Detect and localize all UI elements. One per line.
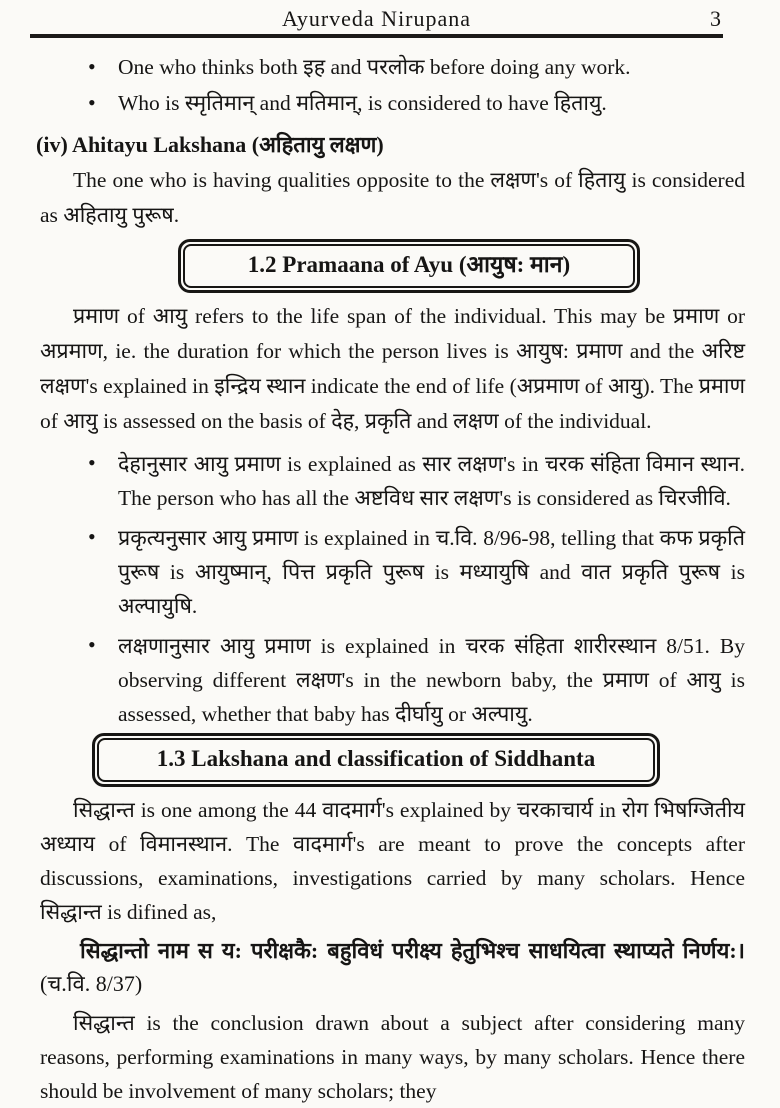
section-heading-1-2-title: 1.2 Pramaana of Ayu (आयुष: मान) bbox=[183, 244, 635, 288]
hitayu-bullet-list bbox=[40, 50, 745, 121]
paragraph-ahitayu: The one who is having qualities opposite to the लक्षण's of हितायु is considered as अहितायु पुरूष. bbox=[40, 168, 745, 227]
shloka-definition bbox=[40, 934, 745, 1000]
paragraph-siddhanta-intro: सिद्धान्त is one among the 44 वादमार्ग's explained by चरकाचार्य in रोग भिषग्जितीय अध्याय of विमानस्थान. The वादमार्ग's are meant to prove the concepts after discussions, examinations, investigations carried by many scholars. Hence सिद्धान्त is difined as, bbox=[40, 798, 745, 924]
page-header-title: Ayurveda Nirupana bbox=[281, 6, 472, 31]
bullet-icon: • bbox=[88, 450, 96, 475]
list-item bbox=[40, 521, 745, 623]
section-heading-box-1-2 bbox=[178, 239, 640, 293]
paragraph-siddhanta-conclusion: सिद्धान्त is the conclusion drawn about a subject after considering many reasons, performing examinations in many ways, by many scholars. Hence there should be involvement of many scholars; they bbox=[40, 1011, 745, 1103]
list-item bbox=[40, 447, 745, 515]
bullet-icon: • bbox=[88, 90, 96, 115]
section-heading-box-1-3 bbox=[92, 733, 660, 787]
subsection-heading-ahitayu: (iv) Ahitayu Lakshana (अहितायु लक्षण) bbox=[36, 132, 384, 157]
bullet-icon: • bbox=[88, 524, 96, 549]
pramaana-bullet-list bbox=[40, 447, 745, 731]
list-item-text: Who is स्मृतिमान् and मतिमान्, is considered to have हितायु. bbox=[118, 91, 607, 115]
bullet-icon: • bbox=[88, 632, 96, 657]
shloka-citation: (च.वि. 8/37) bbox=[40, 971, 143, 996]
list-item-text: देहानुसार आयु प्रमाण is explained as सार लक्षण's in चरक संहिता विमान स्थान. The person who has all the अष्टविध सार लक्षण's is considered as चिरजीवि. bbox=[118, 452, 745, 510]
list-item-text: लक्षणानुसार आयु प्रमाण is explained in चरक संहिता शारीरस्थान 8/51. By observing different लक्षण's in the newborn baby, the प्रमाण of आयु is assessed, whether that baby has दीर्घायु or अल्पायु. bbox=[118, 634, 745, 726]
section-heading-1-3-title: 1.3 Lakshana and classification of Siddhanta bbox=[97, 738, 655, 782]
list-item bbox=[40, 629, 745, 731]
list-item bbox=[40, 86, 745, 121]
page-header bbox=[30, 6, 723, 38]
bullet-icon: • bbox=[88, 54, 96, 79]
page-number: 3 bbox=[710, 6, 721, 31]
list-item bbox=[40, 50, 745, 85]
list-item-text: प्रकृत्यनुसार आयु प्रमाण is explained in च.वि. 8/96-98, telling that कफ प्रकृति पुरूष is आयुष्मान्, पित्त प्रकृति पुरूष is मध्यायुषि and वात प्रकृति पुरूष is अल्पायुषि. bbox=[118, 526, 745, 618]
list-item-text: One who thinks both इह and परलोक before doing any work. bbox=[118, 55, 631, 79]
paragraph-pramaana-intro: प्रमाण of आयु refers to the life span of the individual. This may be प्रमाण or अप्रमाण, ie. the duration for which the person lives is आयुष: प्रमाण and the अरिष्ट लक्षण's explained in इन्द्रिय स्थान indicate the end of life (अप्रमाण of आयु). The प्रमाण of आयु is assessed on the basis of देह, प्रकृति and लक्षण of the individual. bbox=[40, 304, 745, 433]
shloka-text: सिद्धान्तो नाम स य: परीक्षकै: बहुविधं परीक्ष्य हेतुभिश्च साधयित्वा स्थाप्यते निर्णय:। bbox=[80, 938, 745, 963]
